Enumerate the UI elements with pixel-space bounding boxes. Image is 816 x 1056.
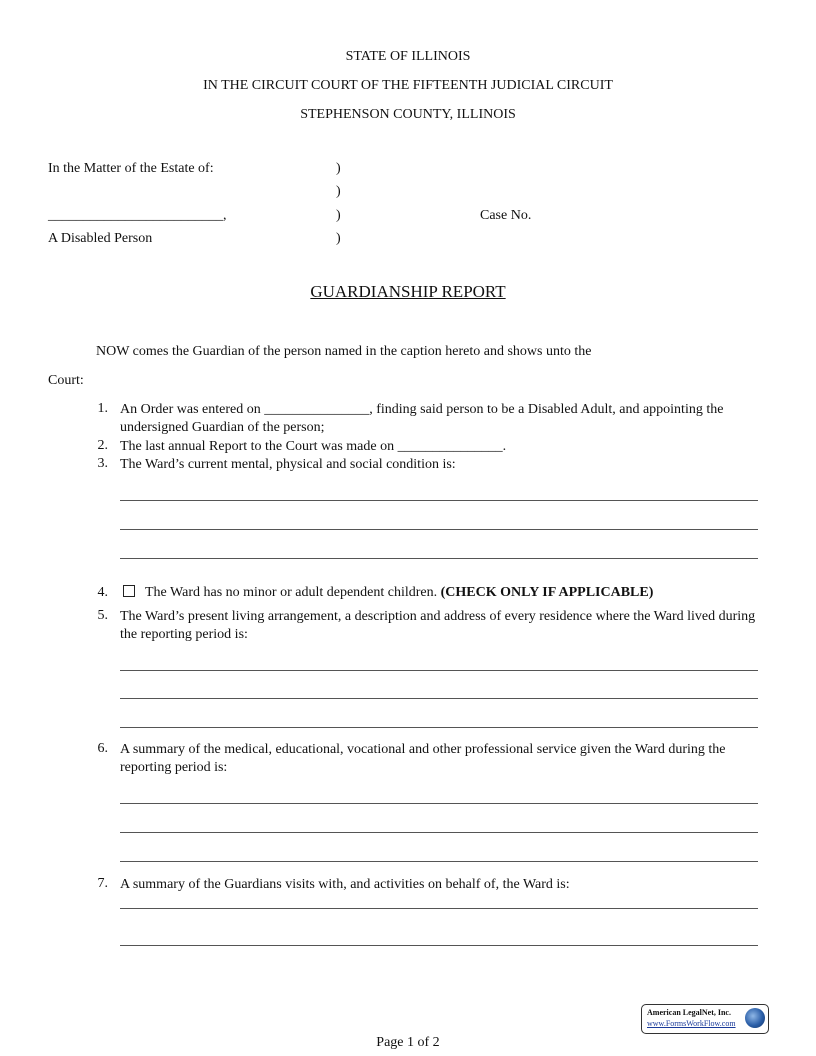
document-title: GUARDIANSHIP REPORT [310, 282, 506, 301]
item-number: 1. [97, 401, 108, 416]
page-number: Page 1 of 2 [376, 1035, 440, 1050]
american-legalnet-logo[interactable] [641, 1004, 769, 1034]
item-number: 7. [97, 876, 108, 891]
item-number: 6. [97, 741, 108, 756]
answer-line[interactable] [120, 908, 758, 909]
logo-url-link[interactable]: www.FormsWorkFlow.com [647, 1019, 736, 1028]
answer-line[interactable] [120, 832, 758, 833]
disabled-person-label: A Disabled Person [48, 231, 153, 246]
globe-icon [745, 1008, 765, 1028]
item-6-text: A summary of the medical, educational, vocational and other professional service given the Ward during the reporting period is: [120, 742, 726, 775]
no-dependents-checkbox[interactable] [123, 585, 135, 597]
header-county: STEPHENSON COUNTY, ILLINOIS [300, 107, 516, 122]
answer-line[interactable] [120, 670, 758, 671]
intro-court: Court: [48, 373, 84, 388]
item-number: 5. [97, 608, 108, 623]
logo-company: American LegalNet, Inc. [647, 1008, 731, 1017]
item-3-text: The Ward’s current mental, physical and social condition is: [120, 457, 456, 472]
item-number: 2. [97, 438, 108, 453]
answer-line[interactable] [120, 698, 758, 699]
item-7-text: A summary of the Guardians visits with, and activities on behalf of, the Ward is: [120, 877, 570, 892]
matter-label: In the Matter of the Estate of: [48, 161, 214, 176]
answer-line[interactable] [120, 500, 758, 501]
caption-paren: ) [336, 231, 341, 246]
answer-line[interactable] [120, 727, 758, 728]
header-state: STATE OF ILLINOIS [345, 49, 471, 64]
caption-paren: ) [336, 184, 341, 199]
item-number: 3. [97, 456, 108, 471]
answer-line[interactable] [120, 529, 758, 530]
case-number-label: Case No. [480, 208, 532, 223]
item-4-row [123, 585, 653, 601]
item-5-text: The Ward’s present living arrangement, a description and address of every residence where the Ward lived during the reporting period is: [120, 609, 756, 642]
item-4-text: The Ward has no minor or adult dependent children. [145, 585, 438, 600]
answer-line[interactable] [120, 558, 758, 559]
answer-line[interactable] [120, 861, 758, 862]
answer-line[interactable] [120, 945, 758, 946]
estate-name-blank[interactable]: _________________________, [48, 208, 227, 223]
caption-paren: ) [336, 161, 341, 176]
intro-text: NOW comes the Guardian of the person named in the caption hereto and shows unto the [96, 344, 592, 359]
header-court: IN THE CIRCUIT COURT OF THE FIFTEENTH JUDICIAL CIRCUIT [203, 78, 613, 93]
item-2-text: The last annual Report to the Court was made on _______________. [120, 439, 507, 454]
answer-line[interactable] [120, 803, 758, 804]
item-number: 4. [97, 585, 108, 600]
item-4-bold-note: (CHECK ONLY IF APPLICABLE) [440, 585, 654, 600]
caption-paren: ) [336, 208, 341, 223]
item-1-text: An Order was entered on _______________, finding said person to be a Disabled Adult, and appointing the undersigned Guardian of the person; [120, 402, 724, 435]
